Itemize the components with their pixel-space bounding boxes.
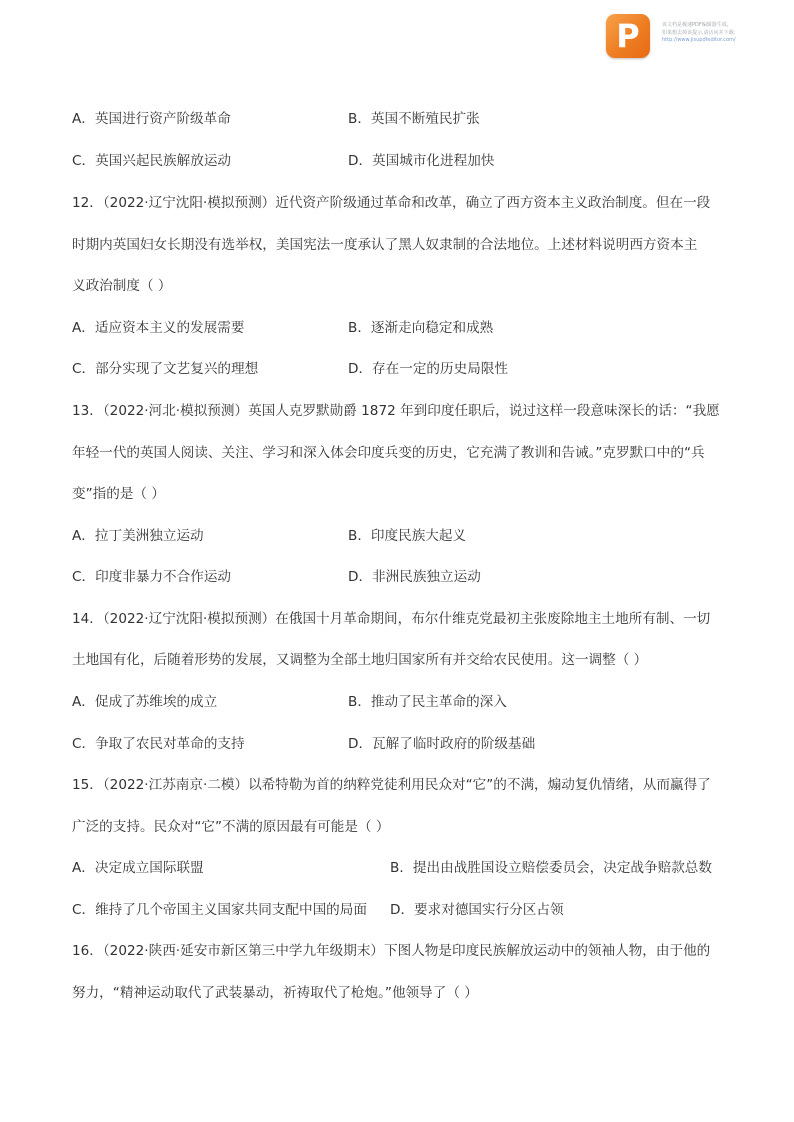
q13-option-d: D．非洲民族独立运动 bbox=[348, 569, 481, 585]
q11-option-b: B．英国不断殖民扩张 bbox=[348, 111, 480, 127]
q14-option-d: D．瓦解了临时政府的阶级基础 bbox=[348, 736, 536, 752]
q15-option-a: A．决定成立国际联盟 bbox=[72, 860, 204, 876]
q14-stem-line-2: 土地国有化，后随着形势的发展，又调整为全部土地归国家所有并交给农民使用。这一调整（ ） bbox=[72, 652, 648, 668]
q11-option-a: A．英国进行资产阶级革命 bbox=[72, 111, 231, 127]
q12-option-c: C．部分实现了文艺复兴的理想 bbox=[72, 361, 259, 377]
q15-stem-line-2: 广泛的支持。民众对“它”不满的原因最有可能是（ ） bbox=[72, 819, 390, 835]
q12-stem-line-1: 12．（2022·辽宁沈阳·模拟预测）近代资产阶级通过革命和改革，确立了西方资本主义政治制度。但在一段 bbox=[72, 195, 711, 211]
q13-option-a: A．拉丁美洲独立运动 bbox=[72, 528, 204, 544]
logo-badge bbox=[606, 14, 650, 58]
q12-option-d: D．存在一定的历史局限性 bbox=[348, 361, 508, 377]
watermark-note bbox=[662, 22, 782, 45]
logo-letter: P bbox=[616, 17, 640, 55]
q13-stem-line-2: 年轻一代的英国人阅读、关注、学习和深入体会印度兵变的历史，它充满了教训和告诫。”克罗默口中的“兵 bbox=[72, 445, 705, 461]
q12-stem-line-3: 义政治制度（ ） bbox=[72, 278, 172, 294]
q14-stem-line-1: 14．（2022·辽宁沈阳·模拟预测）在俄国十月革命期间，布尔什维克党最初主张废除地主土地所有制、一切 bbox=[72, 611, 711, 627]
q16-stem-line-1: 16．（2022·陕西·延安市新区第三中学九年级期末）下图人物是印度民族解放运动中的领袖人物，由于他的 bbox=[72, 943, 711, 959]
q12-stem-line-2: 时期内英国妇女长期没有选举权，美国宪法一度承认了黑人奴隶制的合法地位。上述材料说明西方资本主 bbox=[72, 237, 698, 253]
q14-option-b: B．推动了民主革命的深入 bbox=[348, 694, 507, 710]
q12-option-b: B．逐渐走向稳定和成熟 bbox=[348, 320, 494, 336]
watermark-line-2: 如果想去掉该提示,请访问并下载: bbox=[662, 29, 736, 36]
q13-option-c: C．印度非暴力不合作运动 bbox=[72, 569, 232, 585]
q14-option-c: C．争取了农民对革命的支持 bbox=[72, 736, 245, 752]
q15-option-b: B．提出由战胜国设立赔偿委员会，决定战争赔款总数 bbox=[390, 860, 712, 876]
q15-option-d: D．要求对德国实行分区占领 bbox=[390, 902, 564, 918]
pdf-editor-logo bbox=[606, 14, 650, 58]
q11-option-d: D．英国城市化进程加快 bbox=[348, 153, 495, 169]
watermark-line-1: 该文档是极速PDF编辑器生成, bbox=[662, 22, 729, 28]
q16-stem-line-2: 努力，“精神运动取代了武装暴动，祈祷取代了枪炮。”他领导了（ ） bbox=[72, 985, 478, 1001]
q15-option-c: C．维持了几个帝国主义国家共同支配中国的局面 bbox=[72, 902, 367, 918]
q13-stem-line-1: 13．（2022·河北·模拟预测）英国人克罗默勋爵 1872 年到印度任职后，说过这样一段意味深长的话：“我愿 bbox=[72, 403, 720, 419]
q15-stem-line-1: 15．（2022·江苏南京·二模）以希特勒为首的纳粹党徒利用民众对“它”的不满，煽动复仇情绪，从而赢得了 bbox=[72, 777, 711, 793]
q13-stem-line-3: 变”指的是（ ） bbox=[72, 486, 165, 502]
q13-option-b: B．印度民族大起义 bbox=[348, 528, 467, 544]
watermark-link[interactable]: http://www.jisupdfeditor.com/ bbox=[662, 37, 736, 43]
q12-option-a: A．适应资本主义的发展需要 bbox=[72, 320, 245, 336]
q14-option-a: A．促成了苏维埃的成立 bbox=[72, 694, 218, 710]
q11-option-c: C．英国兴起民族解放运动 bbox=[72, 153, 232, 169]
